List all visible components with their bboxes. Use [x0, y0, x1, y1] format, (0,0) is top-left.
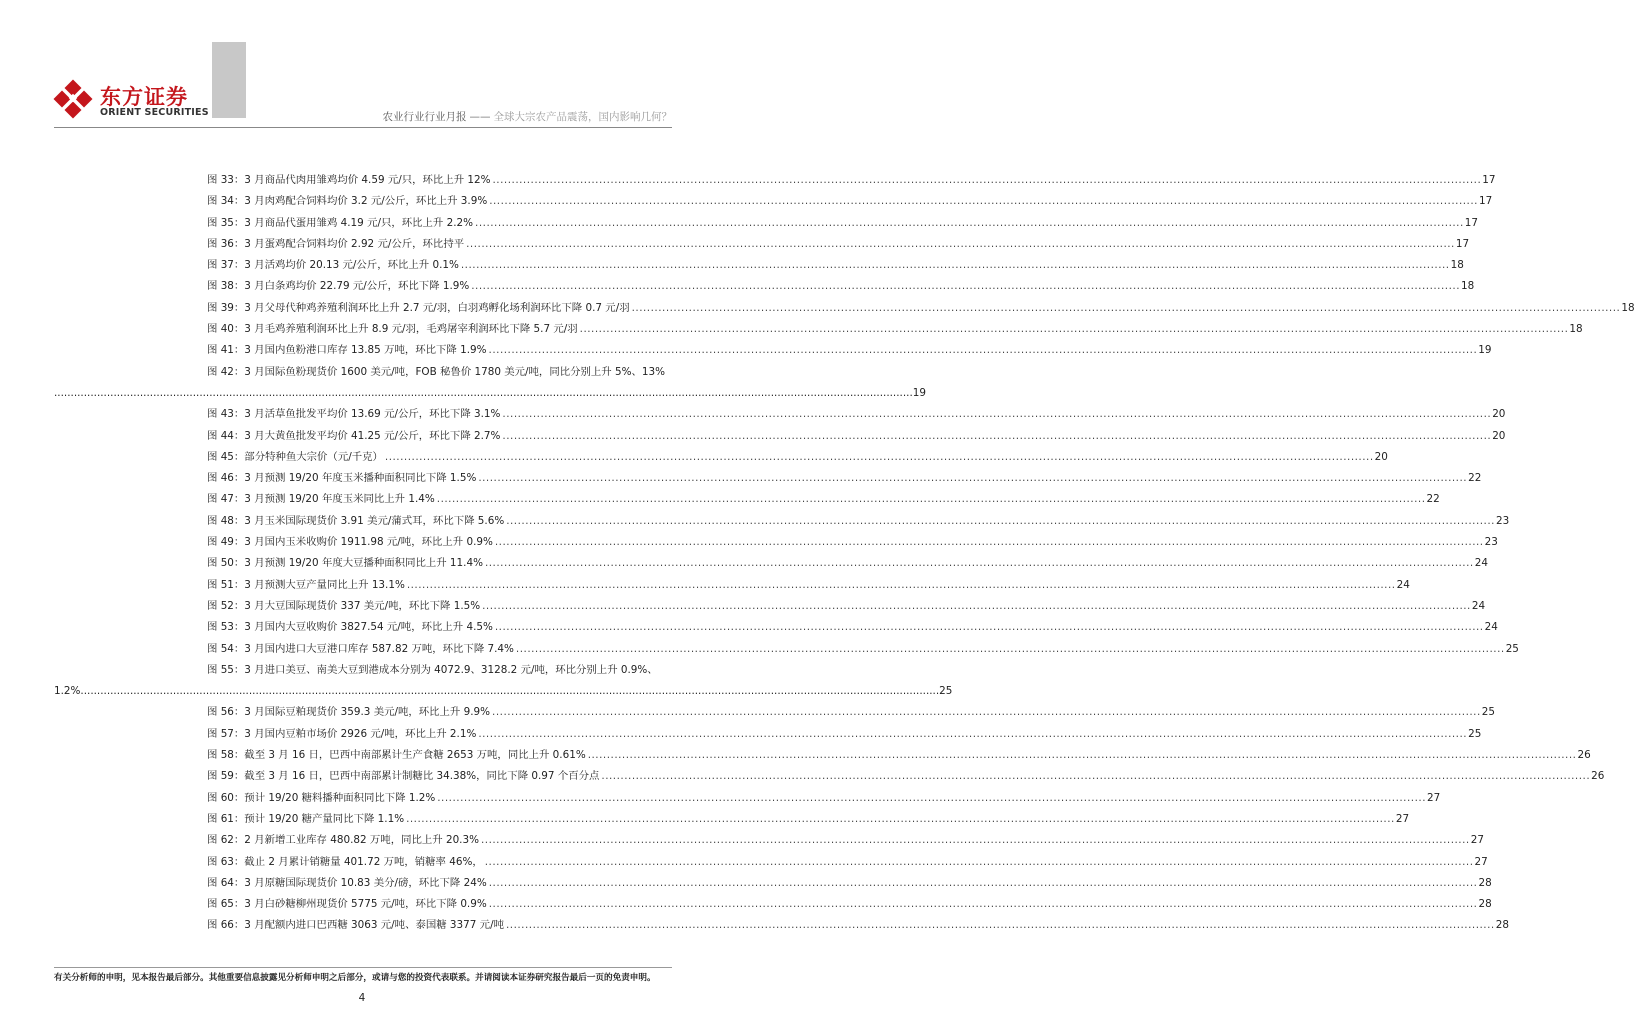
toc-leader-dots: .................................................................................................................................................................................................................................................................... — [494, 536, 1484, 549]
toc-leader-dots: .................................................................................................................................................................................................................................................................... — [488, 876, 1478, 889]
toc-entry[interactable] — [207, 298, 1635, 319]
toc-entry-label: 图 43：3 月活草鱼批发平均价 13.69 元/公斤，环比下降 3.1% — [207, 408, 501, 421]
toc-leader-dots: .................................................................................................................................................................................................................................................................... — [54, 386, 913, 399]
toc-leader-dots: .................................................................................................................................................................................................................................................................... — [488, 898, 1478, 911]
toc-entry-label: 图 62：2 月新增工业库存 480.82 万吨，同比上升 20.3% — [207, 834, 479, 847]
toc-page-number: 26 — [1591, 770, 1605, 783]
toc-page-number: 25 — [1468, 727, 1482, 740]
toc-entry[interactable] — [207, 639, 1519, 660]
toc-entry[interactable] — [207, 468, 1482, 489]
toc-entry-label: 图 40：3 月毛鸡养殖利润环比上升 8.9 元/羽，毛鸡屠宰利润环比下降 5.7 元/羽 — [207, 323, 578, 336]
toc-entry-label: 图 59：截至 3 月 16 日，巴西中南部累计制糖比 34.38%，同比下降 0.97 个百分点 — [207, 770, 600, 783]
toc-entry-label: 图 47：3 月预测 19/20 年度玉米同比上升 1.4% — [207, 493, 435, 506]
toc-page-number: 18 — [1569, 323, 1583, 336]
toc-page-number: 26 — [1577, 749, 1591, 762]
toc-leader-dots: .................................................................................................................................................................................................................................................................... — [579, 323, 1569, 336]
toc-entry-label: 图 46：3 月预测 19/20 年度玉米播种面积同比下降 1.5% — [207, 472, 477, 485]
toc-entry[interactable] — [207, 213, 1479, 234]
toc-leader-dots: .................................................................................................................................................................................................................................................................... — [478, 472, 1468, 485]
toc-entry-label: 图 60：预计 19/20 糖料播种面积同比下降 1.2% — [207, 791, 436, 804]
toc-page-number: 27 — [1427, 791, 1441, 804]
logo-chinese-name: 东方证券 — [100, 85, 188, 109]
toc-leader-dots: .................................................................................................................................................................................................................................................................... — [502, 429, 1492, 442]
toc-entry[interactable] — [207, 255, 1464, 276]
toc-entry[interactable] — [207, 745, 1591, 766]
toc-entry[interactable] — [207, 447, 1388, 468]
toc-entry-label: 图 48：3 月玉米国际现货价 3.91 美元/蒲式耳，环比下降 5.6% — [207, 514, 505, 527]
report-header — [383, 109, 673, 124]
toc-leader-dots: .................................................................................................................................................................................................................................................................... — [484, 855, 1474, 868]
logo-english-name: ORIENT SECURITIES — [100, 107, 209, 118]
toc-entry[interactable] — [207, 596, 1486, 617]
toc-leader-dots: .................................................................................................................................................................................................................................................................... — [515, 642, 1505, 655]
toc-page-number: 20 — [1492, 429, 1506, 442]
toc-entry[interactable] — [207, 702, 1496, 723]
toc-entry-label-cont: 1.2% — [54, 685, 81, 698]
toc-entry-label: 图 42：3 月国际鱼粉现货价 1600 美元/吨，FOB 秘鲁价 1780 美元/吨，同比分别上升 5%、13% — [207, 365, 665, 378]
toc-entry[interactable] — [207, 532, 1498, 553]
toc-entry[interactable] — [207, 404, 1506, 425]
toc-page-number: 24 — [1471, 599, 1486, 612]
toc-leader-dots: .................................................................................................................................................................................................................................................................... — [475, 216, 1464, 229]
toc-leader-dots: .................................................................................................................................................................................................................................................................... — [406, 578, 1396, 591]
toc-entry-label: 图 38：3 月白条鸡均价 22.79 元/公斤，环比下降 1.9% — [207, 280, 470, 293]
toc-entry[interactable] — [207, 234, 1470, 255]
toc-leader-dots: .................................................................................................................................................................................................................................................................... — [484, 557, 1474, 570]
report-type: 农业行业行业月报 — [382, 111, 467, 123]
toc-leader-dots: .................................................................................................................................................................................................................................................................... — [506, 514, 1495, 527]
report-title: 全球大宗农产品震荡，国内影响几何？ — [493, 111, 672, 123]
toc-entry-label: 图 65：3 月白砂糖柳州现货价 5775 元/吨，环比下降 0.9% — [207, 898, 487, 911]
toc-leader-dots: .................................................................................................................................................................................................................................................................... — [480, 834, 1470, 847]
toc-page-number: 24 — [1484, 621, 1498, 634]
toc-entry-label: 图 53：3 月国内大豆收购价 3827.54 元/吨，环比上升 4.5% — [207, 621, 493, 634]
toc-leader-dots: .................................................................................................................................................................................................................................................................... — [505, 919, 1495, 932]
toc-entry-label: 图 61：预计 19/20 糖产量同比下降 1.1% — [207, 812, 405, 825]
header-divider — [54, 127, 672, 128]
toc-entry[interactable] — [207, 809, 1410, 830]
toc-entry[interactable] — [207, 766, 1605, 787]
toc-page-number: 23 — [1484, 536, 1498, 549]
toc-entry[interactable] — [207, 362, 672, 383]
orient-securities-logo — [54, 80, 224, 120]
toc-entry-label: 图 54：3 月国内进口大豆港口库存 587.82 万吨，环比下降 7.4% — [207, 642, 514, 655]
toc-entry[interactable] — [207, 873, 1492, 894]
toc-page-number: 17 — [1478, 195, 1493, 208]
page-number: 4 — [358, 992, 366, 1004]
toc-page-number: 17 — [1464, 216, 1479, 229]
toc-entry[interactable] — [207, 276, 1475, 297]
toc-page-number: 20 — [1374, 450, 1388, 463]
toc-entry[interactable] — [207, 852, 1488, 873]
toc-entry-label: 图 33：3 月商品代肉用雏鸡均价 4.59 元/只，环比上升 12% — [207, 174, 491, 186]
toc-page-number: 28 — [1495, 919, 1509, 932]
toc-page-number: 24 — [1474, 557, 1488, 570]
toc-leader-dots: .................................................................................................................................................................................................................................................................... — [406, 812, 1395, 825]
toc-entry[interactable] — [207, 319, 1583, 340]
footer-divider — [54, 967, 672, 968]
toc-entry-label: 图 41：3 月国内鱼粉港口库存 13.85 万吨，环比下降 1.9% — [207, 344, 487, 357]
toc-entry[interactable] — [207, 724, 1482, 745]
toc-leader-dots: .................................................................................................................................................................................................................................................................... — [482, 599, 1471, 612]
table-of-figures — [54, 170, 1635, 937]
toc-entry-label: 图 55：3 月进口美豆、南美大豆到港成本分别为 4072.9、3128.2 元/吨，环比分别上升 0.9%、 — [207, 663, 658, 676]
toc-entry[interactable] — [207, 340, 1492, 361]
toc-page-number: 25 — [1481, 706, 1496, 719]
toc-entry[interactable] — [207, 170, 1496, 191]
toc-leader-dots: .................................................................................................................................................................................................................................................................... — [384, 450, 1374, 463]
toc-entry-label: 图 36：3 月蛋鸡配合饲料均价 2.92 元/公斤，环比持平 — [207, 237, 465, 250]
toc-entry-label: 图 37：3 月活鸡均价 20.13 元/公斤，环比上升 0.1% — [207, 259, 459, 272]
toc-entry-label: 图 63：截止 2 月累计销糖量 401.72 万吨，销糖率 46%， — [207, 855, 483, 868]
toc-entry-label: 图 58：截至 3 月 16 日，巴西中南部累计生产食糖 2653 万吨，同比上升 0.61% — [207, 749, 586, 762]
toc-entry-label: 图 50：3 月预测 19/20 年度大豆播种面积同比上升 11.4% — [207, 557, 483, 570]
toc-entry[interactable] — [207, 489, 1440, 510]
toc-page-number: 24 — [1396, 578, 1410, 591]
toc-leader-dots: .................................................................................................................................................................................................................................................................... — [587, 749, 1577, 762]
orient-logo-icon — [54, 80, 94, 120]
toc-entry-label: 图 35：3 月商品代蛋用雏鸡 4.19 元/只，环比上升 2.2% — [207, 216, 474, 229]
toc-page-number: 25 — [939, 685, 953, 698]
toc-entry-label: 图 44：3 月大黄鱼批发平均价 41.25 元/公斤，环比下降 2.7% — [207, 429, 501, 442]
toc-leader-dots: .................................................................................................................................................................................................................................................................... — [466, 237, 1455, 250]
toc-entry-label: 图 51：3 月预测大豆产量同比上升 13.1% — [207, 578, 405, 591]
toc-entry-label: 图 57：3 月国内豆粕市场价 2926 元/吨，环比上升 2.1% — [207, 727, 477, 740]
toc-entry[interactable] — [207, 553, 1488, 574]
toc-entry-label: 图 49：3 月国内玉米收购价 1911.98 元/吨，环比上升 0.9% — [207, 536, 493, 549]
toc-leader-dots: .................................................................................................................................................................................................................................................................... — [631, 301, 1621, 314]
toc-entry-label: 图 66：3 月配额内进口巴西糖 3063 元/吨、泰国糖 3377 元/吨 — [207, 919, 504, 932]
toc-page-number: 18 — [1461, 280, 1475, 293]
toc-entry[interactable] — [207, 830, 1484, 851]
toc-page-number: 20 — [1492, 408, 1506, 421]
toc-page-number: 28 — [1478, 898, 1492, 911]
toc-page-number: 18 — [1450, 259, 1464, 272]
toc-leader-dots: .................................................................................................................................................................................................................................................................... — [492, 174, 1482, 186]
toc-leader-dots: .................................................................................................................................................................................................................................................................... — [489, 195, 1478, 208]
toc-entry[interactable] — [207, 915, 1509, 936]
toc-leader-dots: .................................................................................................................................................................................................................................................................... — [436, 493, 1426, 506]
toc-page-number: 17 — [1482, 174, 1496, 186]
toc-entry[interactable] — [207, 426, 1506, 447]
toc-page-number: 22 — [1468, 472, 1482, 485]
toc-page-number: 27 — [1474, 855, 1488, 868]
toc-page-number: 17 — [1455, 237, 1470, 250]
toc-leader-dots: .................................................................................................................................................................................................................................................................... — [488, 344, 1478, 357]
header-dash: —— — [469, 111, 491, 123]
toc-entry-label: 图 52：3 月大豆国际现货价 337 美元/吨，环比下降 1.5% — [207, 599, 481, 612]
toc-entry[interactable] — [207, 617, 1498, 638]
toc-entry[interactable] — [207, 788, 1441, 809]
toc-leader-dots: .................................................................................................................................................................................................................................................................... — [502, 408, 1492, 421]
toc-page-number: 23 — [1495, 514, 1510, 527]
toc-entry[interactable] — [207, 511, 1510, 532]
toc-entry[interactable] — [207, 575, 1410, 596]
toc-page-number: 27 — [1395, 812, 1410, 825]
toc-page-number: 27 — [1470, 834, 1484, 847]
toc-entry-label: 图 64：3 月原糖国际现货价 10.83 美分/磅，环比下降 24% — [207, 876, 487, 889]
toc-page-number: 18 — [1621, 301, 1635, 314]
toc-leader-dots: .................................................................................................................................................................................................................................................................... — [471, 280, 1461, 293]
toc-entry-label: 图 39：3 月父母代种鸡养殖利润环比上升 2.7 元/羽，白羽鸡孵化场利润环比下降 0.7 元/羽 — [207, 301, 630, 314]
toc-leader-dots: .................................................................................................................................................................................................................................................................... — [80, 685, 940, 698]
footer-disclaimer: 有关分析师的申明，见本报告最后部分。其他重要信息披露见分析师申明之后部分，或请与您的投资代表联系。并请阅读本证券研究报告最后一页的免责申明。 — [54, 973, 656, 983]
toc-leader-dots: .................................................................................................................................................................................................................................................................... — [460, 259, 1450, 272]
toc-leader-dots: .................................................................................................................................................................................................................................................................... — [437, 791, 1427, 804]
toc-page-number: 28 — [1478, 876, 1492, 889]
toc-leader-dots: .................................................................................................................................................................................................................................................................... — [601, 770, 1591, 783]
toc-leader-dots: .................................................................................................................................................................................................................................................................... — [494, 621, 1484, 634]
toc-entry-label: 图 45：部分特种鱼大宗价（元/千克） — [207, 450, 383, 463]
toc-entry[interactable] — [207, 894, 1492, 915]
toc-entry[interactable] — [207, 660, 672, 681]
toc-page-number: 19 — [912, 386, 926, 399]
toc-page-number: 19 — [1478, 344, 1492, 357]
toc-entry-continuation[interactable] — [54, 681, 953, 702]
toc-page-number: 25 — [1505, 642, 1519, 655]
toc-entry-label: 图 56：3 月国际豆粕现货价 359.3 美元/吨，环比上升 9.9% — [207, 706, 491, 719]
toc-leader-dots: .................................................................................................................................................................................................................................................................... — [492, 706, 1481, 719]
toc-entry-label: 图 34：3 月肉鸡配合饲料均价 3.2 元/公斤，环比上升 3.9% — [207, 195, 488, 208]
toc-page-number: 22 — [1426, 493, 1440, 506]
toc-entry-continuation[interactable] — [54, 383, 926, 404]
toc-leader-dots: .................................................................................................................................................................................................................................................................... — [478, 727, 1468, 740]
toc-entry[interactable] — [207, 191, 1493, 212]
